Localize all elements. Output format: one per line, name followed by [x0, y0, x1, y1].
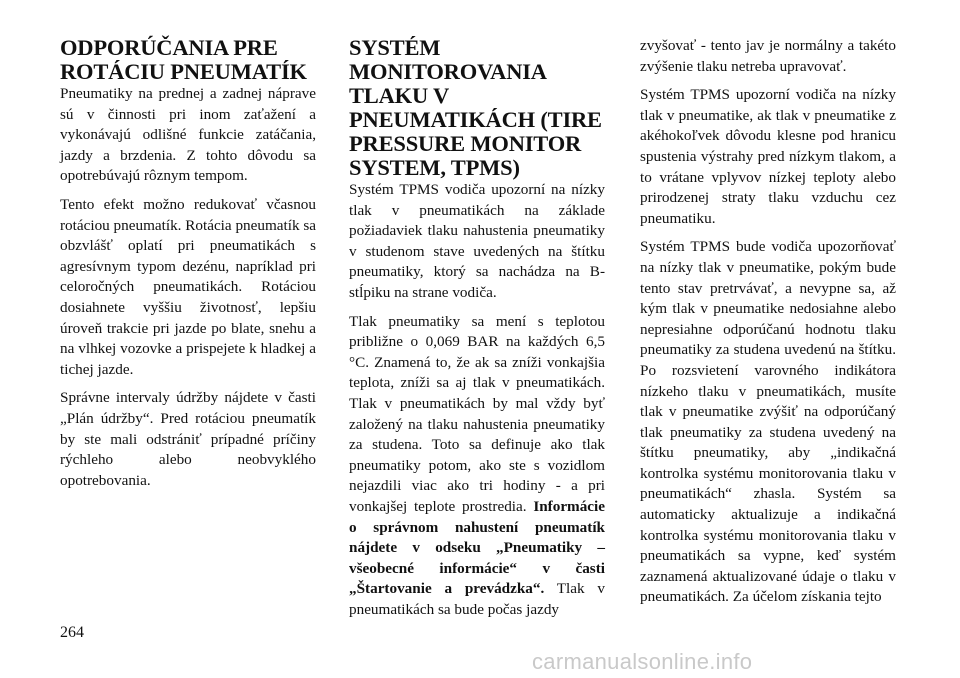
paragraph: Pneumatiky na prednej a zadnej náprave sú v činnosti pri inom zaťažení a vykonávajú odlišné funkcie zatáčania, jazdy a brzdenia. Z tohto dôvodu sa opotrebúvajú rôznym tempom.	[60, 85, 316, 185]
paragraph: Tento efekt možno redukovať včasnou rotáciou pneumatík. Rotácia pneumatík sa obzvlášť oplatí pri pneumatikách s agresívnym typom dezénu, napríklad pri celoročných pneumatikách. Rotáciou dosiahnete vyššiu životnosť, lepšiu úroveň trakcie pri jazde po blate, snehu a na vlhkej vozovke a prispejete k hladkej a tichej jazde.	[60, 195, 316, 378]
paragraph: Správne intervaly údržby nájdete v časti „Plán údržby“. Pred rotáciou pneumatík by ste mali odstrániť prípadné príčiny rýchleho alebo neobvyklého opotrebovania.	[60, 389, 316, 489]
section-heading-tire-rotation: ODPORÚČANIA PRE ROTÁCIU PNEUMATÍK	[60, 35, 307, 84]
bold-reference: Informácie o správnom nahustení pneumatík nájdete v odseku „Pneumatiky – všeobecné informácie“ v časti „Štartovanie a prevádzka“.	[349, 497, 606, 598]
page-number: 264	[60, 624, 84, 641]
section-heading-tpms: SYSTÉM MONITOROVANIA TLAKU V PNEUMATIKÁCH (TIRE PRESSURE MONITOR SYSTEM, TPMS)	[349, 35, 602, 180]
column-right	[640, 36, 896, 616]
paragraph-with-reference	[349, 312, 605, 621]
column-middle	[349, 36, 605, 628]
paragraph: Systém TPMS bude vodiča upozorňovať na nízky tlak v pneumatike, pokým bude tento stav pretrvávať, a nevypne sa, až kým tlak v pneumatike nedosiahne alebo nepresiahne odporúčanú hodnotu tlaku pneumatiky za studena uvedenú na štítku. Po rozsvietení varovného indikátora nízkeho tlaku v pneumatikách, musíte tlak v pneumatike zvýšiť na odporúčaný tlak pneumatiky za studena uvedený na štítku pneumatiky, aby „indikačná kontrolka systému monitorovania tlaku v pneumatikách“ zhasla. Systém sa automaticky aktualizuje a indikačná kontrolka systému monitorovania tlaku v pneumatikách sa vypne, keď systém zaznamená aktualizované údaje o tlaku v pneumatikách. Za účelom získania tejto	[640, 238, 896, 606]
watermark: carmanualsonline.info	[532, 649, 753, 674]
paragraph: Systém TPMS vodiča upozorní na nízky tlak v pneumatikách na základe požiadaviek tlaku nahustenia pneumatiky v studenom stave uvedených na štítku pneumatiky, ktorý sa nachádza na B-stĺpiku na strane vodiča.	[349, 181, 605, 301]
column-left	[60, 36, 316, 499]
paragraph: Systém TPMS upozorní vodiča na nízky tlak v pneumatike, ak tlak v pneumatike z akéhokoľvek dôvodu klesne pod hranicu spustenia výstrahy pred nízkym tlakom, a to vrátane vplyvov nízkej teploty alebo prirodzenej straty tlaku vzduchu cez pneumatiku.	[640, 86, 896, 227]
paragraph-continued: zvyšovať - tento jav je normálny a takéto zvýšenie tlaku netreba upravovať.	[640, 37, 896, 75]
paragraph-tail: Tlak v pneumatikách sa bude počas jazdy	[349, 580, 605, 618]
paragraph-text: Tlak pneumatiky sa mení s teplotou približne o 0,069 BAR na každých 6,5 °C. Znamená to, že ak sa zníži vonkajšia teplota, zníži sa aj tlak v pneumatikách. Tlak v pneumatikách by mal vždy byť založený na tlaku nahustenia pneumatiky za studena. Toto sa definuje ako tlak pneumatiky potom, ako ste s vozidlom nejazdili viac ako tri hodiny - a pri vonkajšej teplote prostredia.	[349, 312, 605, 515]
